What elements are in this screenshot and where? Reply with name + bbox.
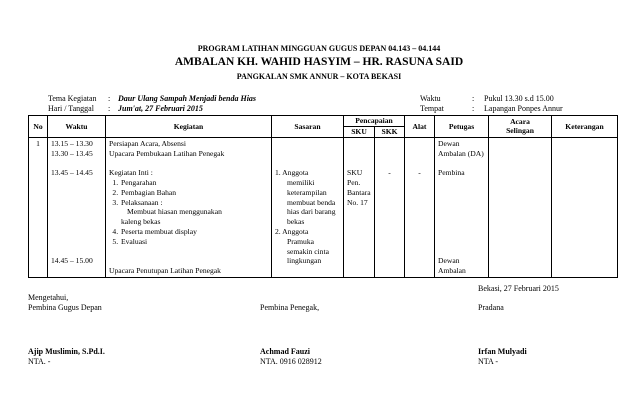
role-pembina-penegak: Pembina Penegak, <box>260 303 320 312</box>
list-item: 1. Pengarahan <box>120 178 268 188</box>
header-no: No <box>29 116 48 138</box>
header-petugas: Petugas <box>435 116 489 138</box>
role-pradana: Pradana <box>478 303 504 312</box>
list-item: 5. Evaluasi <box>120 237 268 247</box>
pelaksanaan-detail-1: Membuat hiasan menggunakan <box>127 207 222 217</box>
header-alat: Alat <box>405 116 435 138</box>
signatory-name-2: Achmad Fauzi <box>260 347 310 356</box>
activity-table <box>28 115 618 278</box>
kegiatan-inti-label: Kegiatan Inti : <box>109 168 153 178</box>
header-sku: SKU <box>344 127 375 138</box>
row-acara-selingan <box>489 137 552 277</box>
waktu-4: 14.45 – 15.00 <box>51 256 93 266</box>
header-acara-selingan <box>489 116 552 138</box>
waktu-colon: : <box>472 94 475 103</box>
skk-value: - <box>388 168 391 178</box>
table-row <box>29 137 618 277</box>
row-sku <box>344 137 375 277</box>
row-keterangan <box>552 137 618 277</box>
signatory-name-1: Ajip Muslimin, S.Pd.I. <box>28 347 105 356</box>
sku-line: SKU <box>347 168 363 178</box>
header-selingan: Selingan <box>506 126 534 136</box>
list-item: 4. Peserta membuat display <box>120 227 268 237</box>
sasaran-1: 1. Anggota <box>275 168 309 178</box>
tema-colon: : <box>108 94 111 103</box>
hari-value: Jum'at, 27 Februari 2015 <box>118 104 203 113</box>
signatory-name-3: Irfan Mulyadi <box>478 347 527 356</box>
signatory-nta-1: NTA. - <box>28 357 51 366</box>
ambalan-title: AMBALAN KH. WAHID HASYIM – HR. RASUNA SAID <box>174 56 464 68</box>
sasaran-2-line: Pramuka <box>287 236 314 246</box>
kegiatan-persiapan: Persiapan Acara, Absensi <box>109 138 186 148</box>
pelaksanaan-label: Pelaksanaan : <box>121 197 163 207</box>
program-title: PROGRAM LATIHAN MINGGUAN GUGUS DEPAN 04.143 – 04.144 <box>197 44 441 53</box>
sasaran-1-line: memiliki <box>287 177 315 187</box>
header-kegiatan: Kegiatan <box>106 116 272 138</box>
header-sasaran: Sasaran <box>272 116 344 138</box>
place-date: Bekasi, 27 Februari 2015 <box>478 284 559 293</box>
tempat-colon: : <box>472 104 475 113</box>
petugas-line: Ambalan (DA) <box>438 148 484 158</box>
row-no: 1 <box>29 137 48 277</box>
row-kegiatan <box>106 137 272 277</box>
header-waktu: Waktu <box>48 116 106 138</box>
kegiatan-upacara-penutupan: Upacara Penutupan Latihan Penegak <box>109 266 221 276</box>
signatory-nta-3: NTA - <box>478 357 499 366</box>
pangkalan-title: PANGKALAN SMK ANNUR – KOTA BEKASI <box>236 72 402 81</box>
tema-value: Daur Ulang Sampah Menjadi benda Hias <box>118 94 257 103</box>
sasaran-1-line: keterampilan <box>287 187 327 197</box>
waktu-2: 13.30 – 13.45 <box>51 148 93 158</box>
kegiatan-inti-list <box>109 178 268 247</box>
petugas-line: Dewan <box>438 138 460 148</box>
header-acara: Acara <box>510 117 530 127</box>
row-waktu <box>48 137 106 277</box>
list-item: 2. Pembagian Bahan <box>120 188 268 198</box>
row-petugas <box>435 137 489 277</box>
sku-line: Pen. <box>347 177 361 187</box>
sasaran-1-line: hias dari barang <box>287 207 336 217</box>
hari-colon: : <box>108 104 111 113</box>
tempat-value: Lapangan Ponpes Annur <box>484 104 563 113</box>
header-keterangan: Keterangan <box>552 116 618 138</box>
sasaran-2-line: semakin cinta <box>287 246 329 256</box>
sku-line: Bantara <box>347 187 371 197</box>
sasaran-2-line: lingkungan <box>287 256 322 266</box>
row-alat <box>405 137 435 277</box>
sasaran-1-line: membuat benda <box>287 197 336 207</box>
alat-value: - <box>418 168 421 178</box>
hari-label: Hari / Tanggal <box>48 104 94 113</box>
sasaran-1-line: bekas <box>287 217 305 227</box>
waktu-label: Waktu <box>420 94 441 103</box>
list-item <box>120 198 268 227</box>
row-skk <box>375 137 405 277</box>
waktu-value: Pukul 13.30 s.d 15.00 <box>484 94 554 103</box>
waktu-3: 13.45 – 14.45 <box>51 168 93 178</box>
petugas-line: Ambalan <box>438 266 466 276</box>
signatory-nta-2: NTA. 0916 028912 <box>260 357 322 366</box>
kegiatan-upacara-pembukaan: Upacara Pembukaan Latihan Penegak <box>109 148 225 158</box>
waktu-1: 13.15 – 13.30 <box>51 138 93 148</box>
header-pencapaian: Pencapaian <box>344 116 405 127</box>
header-skk: SKK <box>375 127 405 138</box>
petugas-pembina: Pembina <box>438 168 465 178</box>
sku-line: No. 17 <box>347 197 368 207</box>
mengetahui-text: Mengetahui, <box>28 293 69 302</box>
pelaksanaan-detail-2: kaleng bekas <box>121 217 161 227</box>
row-sasaran <box>272 137 344 277</box>
petugas-line: Dewan <box>438 256 460 266</box>
role-pembina-gudep: Pembina Gugus Depan <box>28 303 102 312</box>
sasaran-2: 2. Anggota <box>275 226 309 236</box>
tema-label: Tema Kegiatan <box>48 94 97 103</box>
tempat-label: Tempat <box>420 104 444 113</box>
